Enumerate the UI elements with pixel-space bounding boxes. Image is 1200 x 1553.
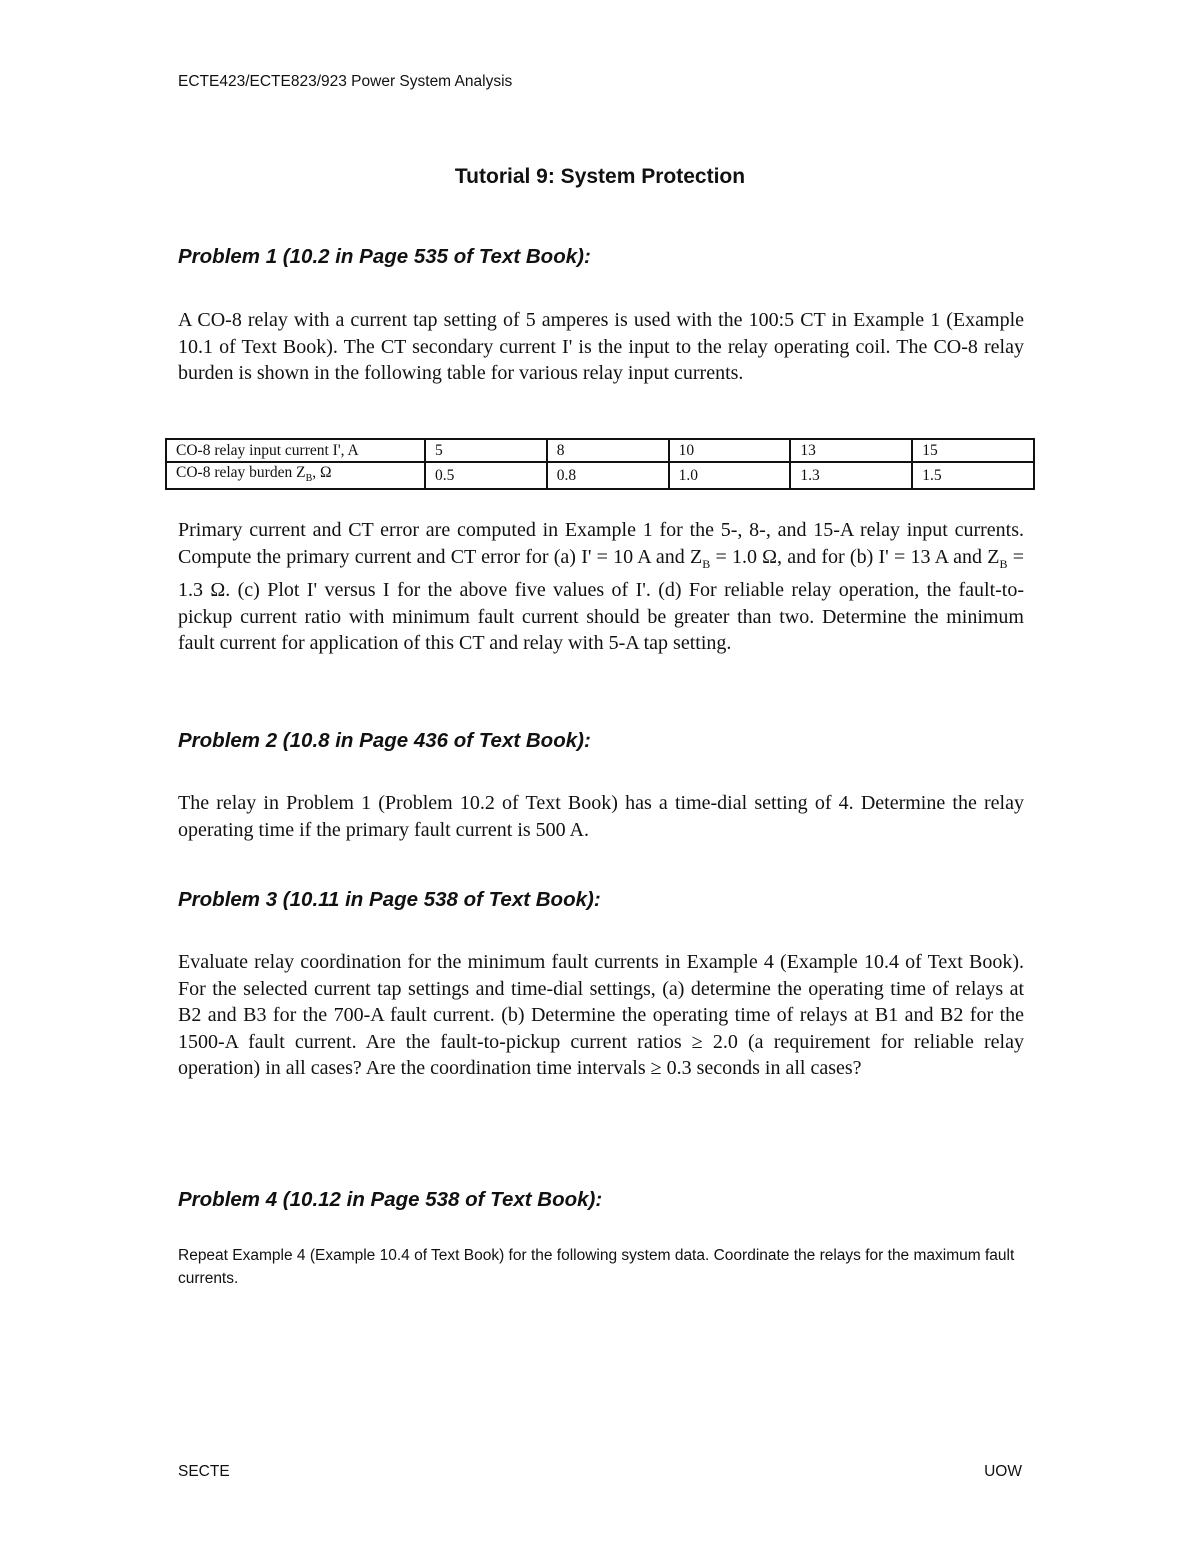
table-cell: 1.0	[669, 462, 791, 489]
problem-4-body: Repeat Example 4 (Example 10.4 of Text Book) for the following system data. Coordinate the relays for the maximum fault currents.	[178, 1247, 1015, 1287]
subscript-b: B	[702, 556, 711, 571]
footer-left: SECTE	[178, 1463, 230, 1480]
page-title: Tutorial 9: System Protection	[454, 165, 746, 188]
problem-4-heading: Problem 4 (10.12 in Page 538 of Text Book):	[178, 1188, 603, 1211]
table-cell: 15	[912, 439, 1034, 462]
problem-1-body-b: = 1.0 Ω, and for (b) I' = 13 A and Z	[710, 545, 1000, 568]
table-cell	[166, 462, 425, 489]
burden-label-subscript: B	[305, 473, 313, 485]
footer-right: UOW	[984, 1463, 1022, 1480]
table-row	[166, 462, 1034, 489]
table-cell: 0.5	[425, 462, 547, 489]
table-cell: 0.8	[547, 462, 669, 489]
table-cell: CO-8 relay input current I', A	[166, 439, 425, 462]
table-cell: 1.3	[790, 462, 912, 489]
problem-2-heading: Problem 2 (10.8 in Page 436 of Text Book):	[178, 729, 591, 752]
table-cell: 5	[425, 439, 547, 462]
table-cell: 13	[790, 439, 912, 462]
table-cell: 1.5	[912, 462, 1034, 489]
burden-label-unit: , Ω	[312, 464, 332, 481]
problem-1-body	[178, 517, 1024, 657]
problem-3-heading: Problem 3 (10.11 in Page 538 of Text Book):	[178, 888, 601, 911]
problem-1-body-a: Primary current and CT error are computed in Example 1 for the 5-, 8-, and 15-A relay input currents. Compute the primary current and CT error for (a) I' = 10 A and Z	[178, 519, 1024, 568]
problem-2-body: The relay in Problem 1 (Problem 10.2 of Text Book) has a time-dial setting of 4. Determine the relay operating time if the primary fault current is 500 A.	[178, 792, 1024, 841]
page-header: ECTE423/ECTE823/923 Power System Analysis	[178, 73, 513, 90]
problem-1-heading: Problem 1 (10.2 in Page 535 of Text Book):	[178, 245, 591, 268]
problem-1-body-c: = 1.3 Ω. (c) Plot I' versus I for the above five values of I'. (d) For reliable relay operation, the fault-to-pickup current ratio with minimum fault current should be greater than two. Determine the minimum fault current for application of this CT and relay with 5-A tap setting.	[178, 545, 1024, 654]
table-row	[166, 439, 1034, 462]
burden-label: CO-8 relay burden Z	[176, 464, 306, 481]
problem-3-body: Evaluate relay coordination for the minimum fault currents in Example 4 (Example 10.4 of Text Book). For the selected current tap settings and time-dial settings, (a) determine the operating time of relays at B2 and B3 for the 700-A fault current. (b) Determine the operating time of relays at B1 and B2 for the 1500-A fault current. Are the fault-to-pickup current ratios ≥ 2.0 (a requirement for reliable relay operation) in all cases? Are the coordination time intervals ≥ 0.3 seconds in all cases?	[178, 951, 1024, 1079]
table-cell: 8	[547, 439, 669, 462]
problem-1-intro: A CO-8 relay with a current tap setting of 5 amperes is used with the 100:5 CT in Example 1 (Example 10.1 of Text Book). The CT secondary current I' is the input to the relay operating coil. The CO-8 relay burden is shown in the following table for various relay input currents.	[178, 309, 1024, 384]
subscript-b: B	[999, 556, 1008, 571]
relay-burden-table	[165, 438, 1035, 490]
table-cell: 10	[669, 439, 791, 462]
